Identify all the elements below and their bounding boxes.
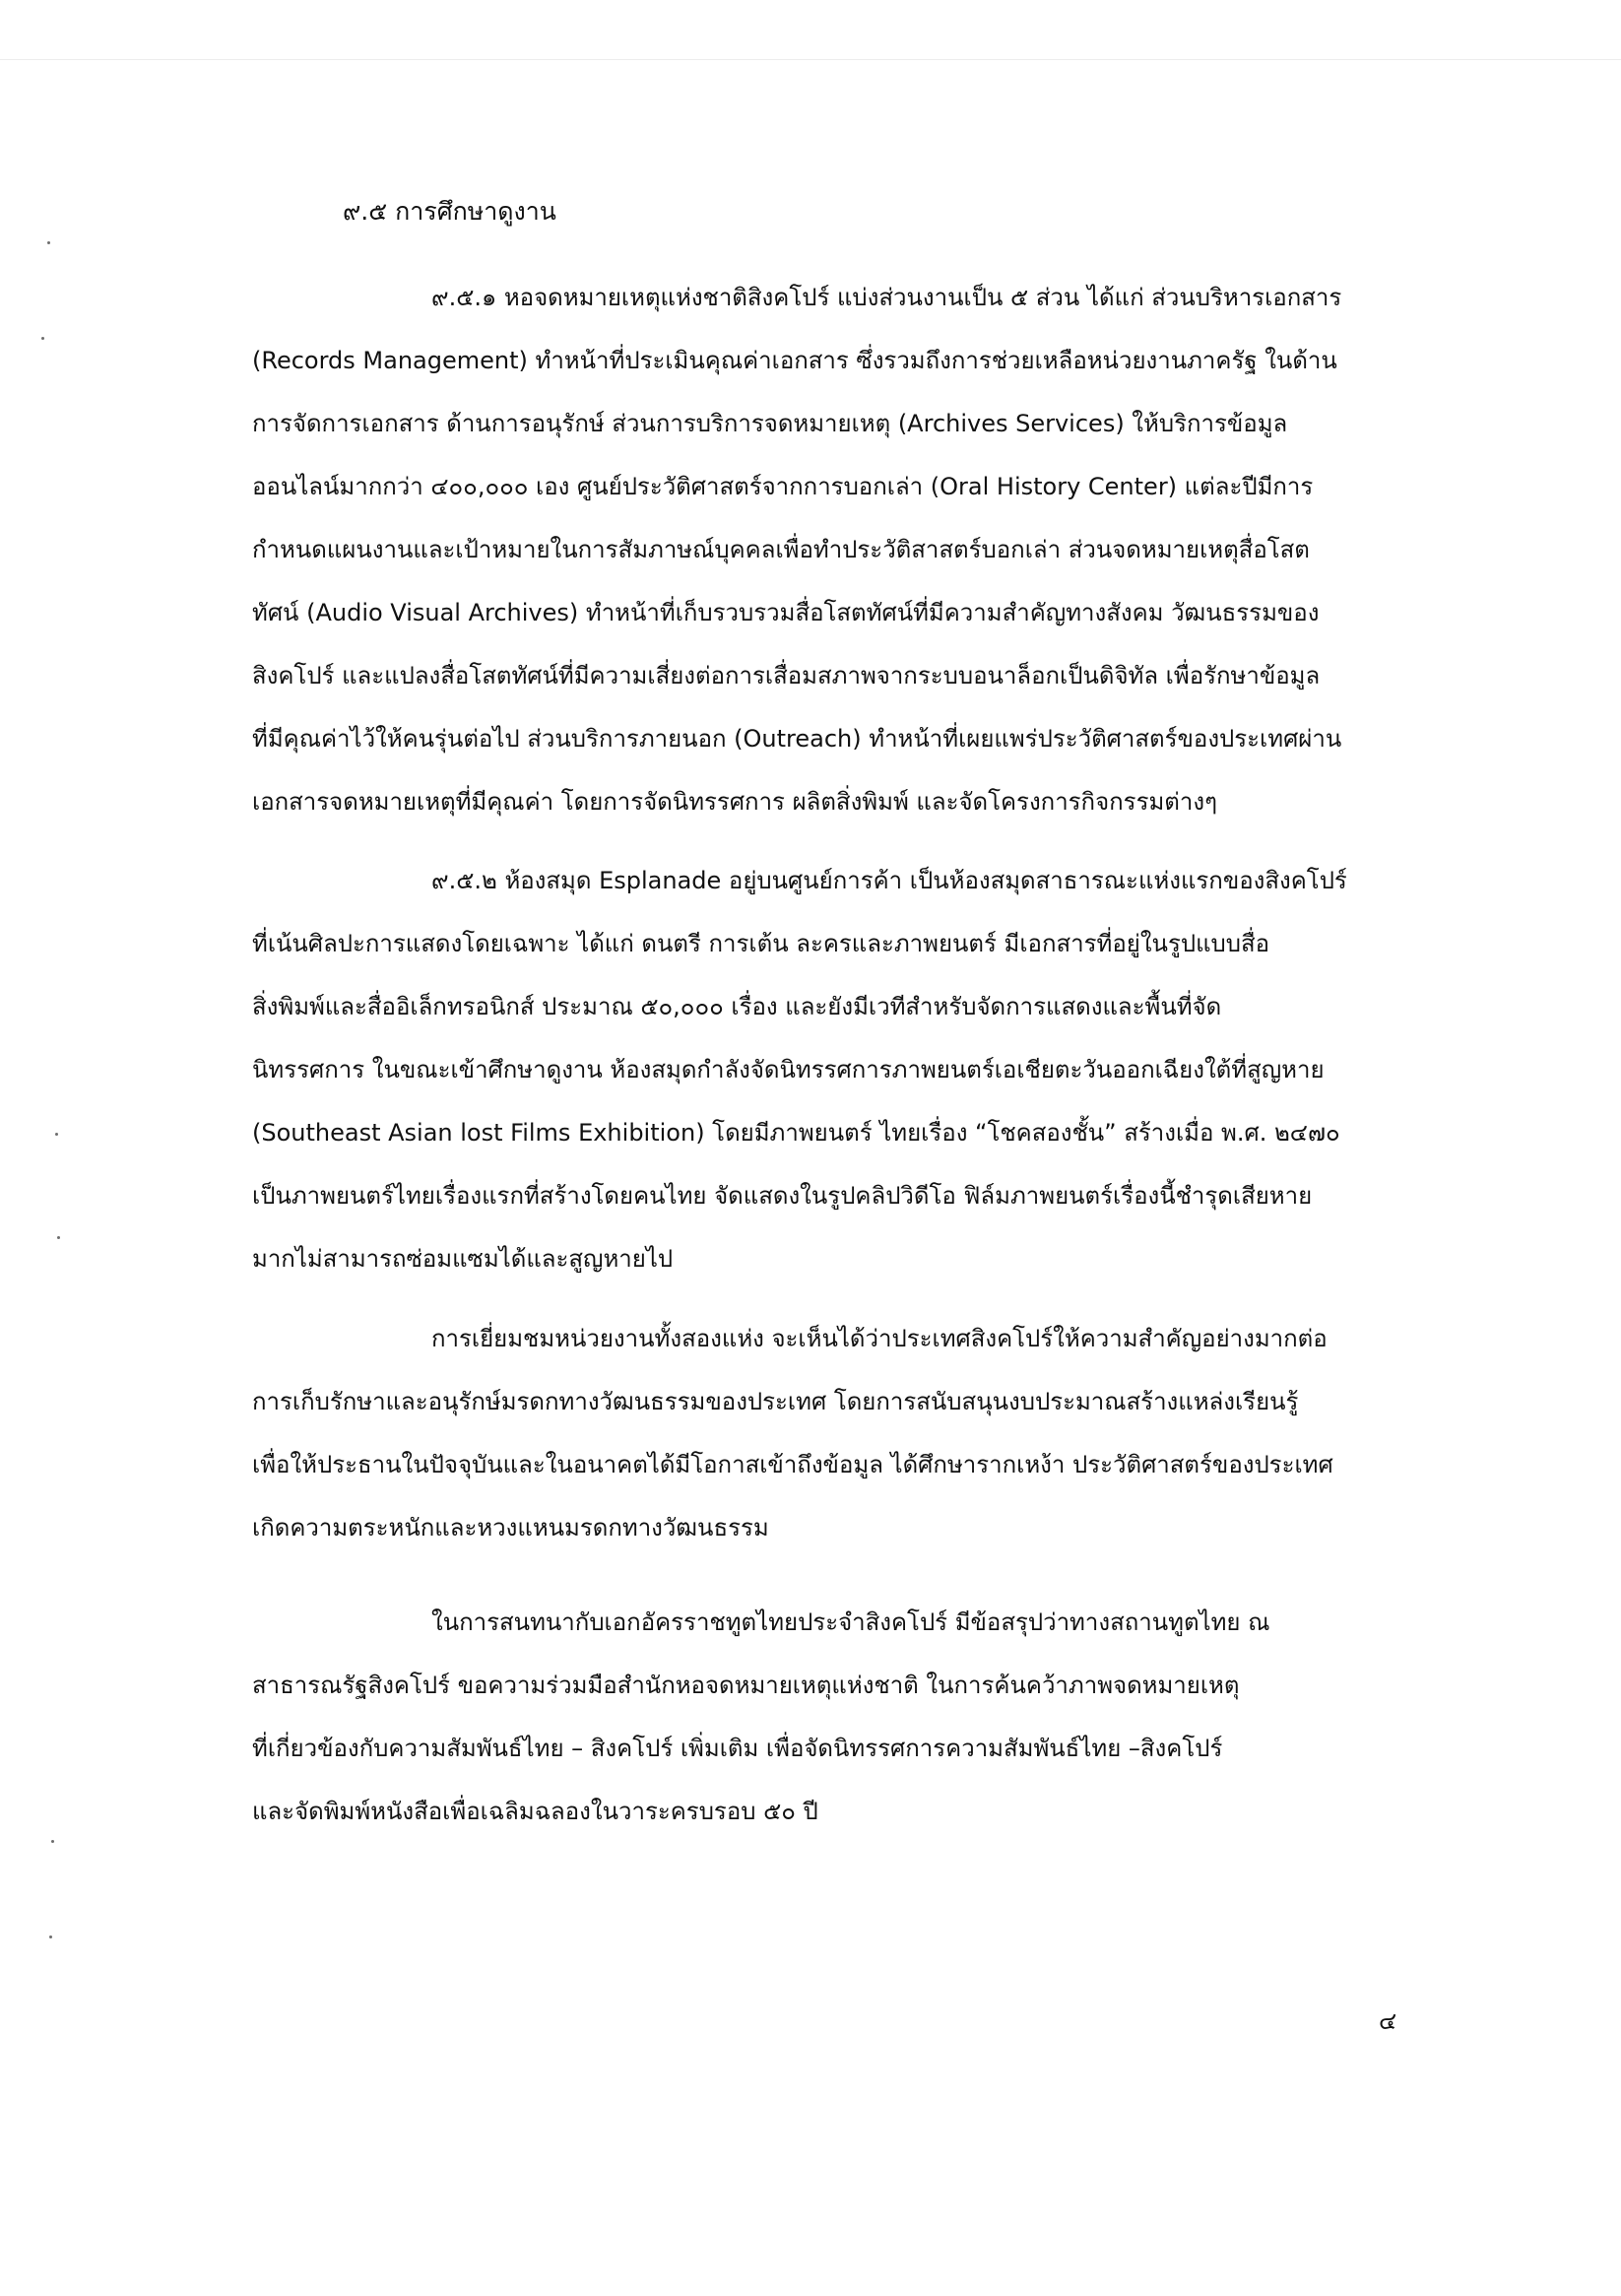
paragraph-line: ที่เน้นศิลปะการแสดงโดยเฉพาะ ได้แก่ ดนตรี การเต้น ละครและภาพยนตร์ มีเอกสารที่อยู่ในรูปแบบสื่อ xyxy=(252,930,1270,957)
paragraph-line: ทัศน์ (Audio Visual Archives) ทำหน้าที่เก็บรวบรวมสื่อโสตทัศน์ที่มีความสำคัญทางสังคม วัฒนธรรมของ xyxy=(252,599,1320,626)
paragraph-line: ออนไลน์มากกว่า ๔๐๐,๐๐๐ เอง ศูนย์ประวัติศาสตร์จากการบอกเล่า (Oral History Center) แต่ละปีมีการ xyxy=(252,473,1314,500)
paragraph-line: ในการสนทนากับเอกอัครราชทูตไทยประจำสิงคโปร์ มีข้อสรุปว่าทางสถานทูตไทย ณ xyxy=(431,1608,1270,1636)
paragraph-line: สิงคโปร์ และแปลงสื่อโสตทัศน์ที่มีความเสี่ยงต่อการเสื่อมสภาพจากระบบอนาล็อกเป็นดิจิทัล เพื่อรักษาข้อมูล xyxy=(252,662,1321,689)
paragraph-line: สิ่งพิมพ์และสื่ออิเล็กทรอนิกส์ ประมาณ ๕๐,๐๐๐ เรื่อง และยังมีเวทีสำหรับจัดการแสดงและพื้นที่จัด xyxy=(252,993,1222,1020)
paragraph-visit-summary xyxy=(252,1307,1394,1559)
paragraph-line: เพื่อให้ประธานในปัจจุบันและในอนาคตได้มีโอกาสเข้าถึงข้อมูล ได้ศึกษารากเหง้า ประวัติศาสตร์ของประเทศ xyxy=(252,1451,1333,1478)
page-number: ๔ xyxy=(1379,2007,1397,2035)
paragraph-line: ที่เกี่ยวข้องกับความสัมพันธ์ไทย – สิงคโปร์ เพิ่มเติม เพื่อจัดนิทรรศการความสัมพันธ์ไทย –สิงคโปร์ xyxy=(252,1735,1223,1762)
scan-speck xyxy=(57,1236,60,1239)
paragraph-line: เอกสารจดหมายเหตุที่มีคุณค่า โดยการจัดนิทรรศการ ผลิตสิ่งพิมพ์ และจัดโครงการกิจกรรมต่างๆ xyxy=(252,788,1217,816)
paragraph-line: (Southeast Asian lost Films Exhibition) โดยมีภาพยนตร์ ไทยเรื่อง “โชคสองชั้น” สร้างเมื่อ พ.ศ. ๒๔๗๐ xyxy=(252,1119,1340,1147)
section-heading: ๙.๕ การศึกษาดูงาน xyxy=(343,197,556,226)
paragraph-ambassador-discussion xyxy=(252,1591,1394,1843)
paragraph-line: และจัดพิมพ์หนังสือเพื่อเฉลิมฉลองในวาระครบรอบ ๕๐ ปี xyxy=(252,1798,818,1825)
paragraph-line: ๙.๕.๒ ห้องสมุด Esplanade อยู่บนศูนย์การค้า เป็นห้องสมุดสาธารณะแห่งแรกของสิงคโปร์ xyxy=(431,867,1347,894)
paragraph-line: การจัดการเอกสาร ด้านการอนุรักษ์ ส่วนการบริการจดหมายเหตุ (Archives Services) ให้บริการข้อมูล xyxy=(252,410,1288,437)
scan-edge-line xyxy=(0,59,1621,60)
paragraph-line: ๙.๕.๑ หอจดหมายเหตุแห่งชาติสิงคโปร์ แบ่งส่วนงานเป็น ๕ ส่วน ได้แก่ ส่วนบริหารเอกสาร xyxy=(431,284,1342,311)
paragraph-line: ที่มีคุณค่าไว้ให้คนรุ่นต่อไป ส่วนบริการภายนอก (Outreach) ทำหน้าที่เผยแพร่ประวัติศาสตร์ของประเทศผ่าน xyxy=(252,725,1342,753)
scan-speck xyxy=(47,241,50,244)
paragraph-esplanade-library xyxy=(252,849,1394,1290)
scan-speck xyxy=(49,1935,52,1938)
scan-speck xyxy=(41,337,44,340)
paragraph-line: เป็นภาพยนตร์ไทยเรื่องแรกที่สร้างโดยคนไทย จัดแสดงในรูปคลิปวิดีโอ ฟิล์มภาพยนตร์เรื่องนี้ชำรุดเสียหาย xyxy=(252,1182,1313,1210)
paragraph-line: การเก็บรักษาและอนุรักษ์มรดกทางวัฒนธรรมของประเทศ โดยการสนับสนุนงบประมาณสร้างแหล่งเรียนรู้ xyxy=(252,1388,1299,1415)
paragraph-line: การเยี่ยมชมหน่วยงานทั้งสองแห่ง จะเห็นได้ว่าประเทศสิงคโปร์ให้ความสำคัญอย่างมากต่อ xyxy=(431,1325,1328,1352)
scan-speck xyxy=(55,1133,58,1136)
paragraph-line: เกิดความตระหนักและหวงแหนมรดกทางวัฒนธรรม xyxy=(252,1514,769,1542)
paragraph-line: มากไม่สามารถซ่อมแซมได้และสูญหายไป xyxy=(252,1245,674,1273)
paragraph-line: (Records Management) ทำหน้าที่ประเมินคุณค่าเอกสาร ซึ่งรวมถึงการช่วยเหลือหน่วยงานภาครัฐ ในด้าน xyxy=(252,347,1337,374)
paragraph-line: สาธารณรัฐสิงคโปร์ ขอความร่วมมือสำนักหอจดหมายเหตุแห่งชาติ ในการค้นคว้าภาพจดหมายเหตุ xyxy=(252,1672,1240,1699)
paragraph-national-archives xyxy=(252,266,1394,833)
scan-speck xyxy=(51,1840,54,1843)
paragraph-line: กำหนดแผนงานและเป้าหมายในการสัมภาษณ์บุคคลเพื่อทำประวัติสาสตร์บอกเล่า ส่วนจดหมายเหตุสื่อโสต xyxy=(252,536,1310,563)
paragraph-line: นิทรรศการ ในขณะเข้าศึกษาดูงาน ห้องสมุดกำลังจัดนิทรรศการภาพยนตร์เอเชียตะวันออกเฉียงใต้ที่สูญหาย xyxy=(252,1056,1325,1083)
